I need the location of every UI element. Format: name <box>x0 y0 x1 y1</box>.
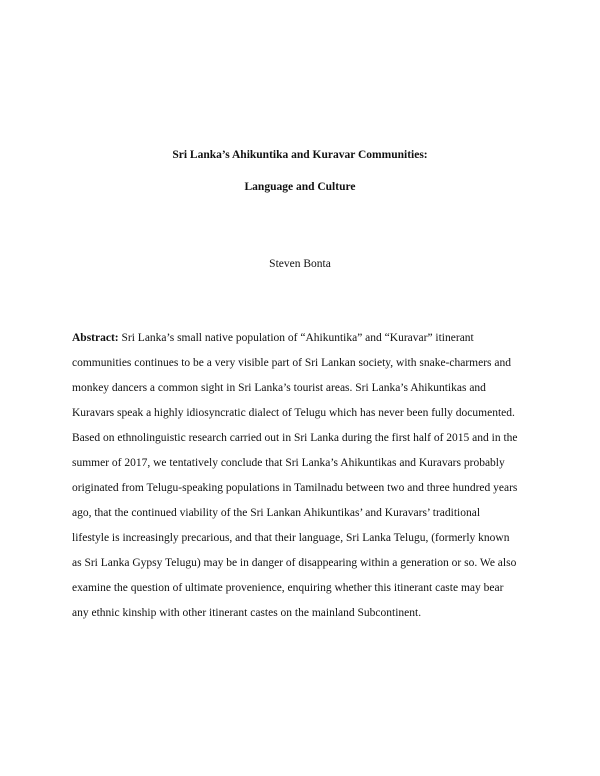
abstract-line <box>72 331 474 345</box>
abstract-line: originated from Telugu-speaking populations in Tamilnadu between two and three hundred years <box>72 482 518 494</box>
abstract-line: summer of 2017, we tentatively conclude that Sri Lanka’s Ahikuntikas and Kuravars probably <box>72 457 505 469</box>
abstract-line: ago, that the continued viability of the Sri Lankan Ahikuntikas’ and Kuravars’ traditional <box>72 507 481 519</box>
abstract-line: monkey dancers a common sight in Sri Lanka’s tourist areas. Sri Lanka’s Ahikuntikas and <box>72 382 486 394</box>
abstract-label: Abstract: <box>72 332 119 344</box>
abstract-line: Kuravars speak a highly idiosyncratic dialect of Telugu which has never been fully documented. <box>72 407 515 419</box>
abstract-line: examine the question of ultimate provenience, enquiring whether this itinerant caste may bear <box>72 582 504 594</box>
author-name: Steven Bonta <box>269 258 331 270</box>
abstract-line: as Sri Lanka Gypsy Telugu) may be in danger of disappearing within a generation or so. We also <box>72 557 517 569</box>
abstract-line: lifestyle is increasingly precarious, and that their language, Sri Lanka Telugu, (formerly known <box>72 532 510 544</box>
title-line-1: Sri Lanka’s Ahikuntika and Kuravar Communities: <box>172 149 428 161</box>
abstract-line-text: Sri Lanka’s small native population of “Ahikuntika” and “Kuravar” itinerant <box>118 332 474 344</box>
abstract-line: communities continues to be a very visible part of Sri Lankan society, with snake-charmers and <box>72 357 512 369</box>
title-line-2: Language and Culture <box>244 181 356 193</box>
abstract-line: any ethnic kinship with other itinerant castes on the mainland Subcontinent. <box>72 607 422 619</box>
abstract-line: Based on ethnolinguistic research carried out in Sri Lanka during the first half of 2015 and in the <box>72 432 518 444</box>
